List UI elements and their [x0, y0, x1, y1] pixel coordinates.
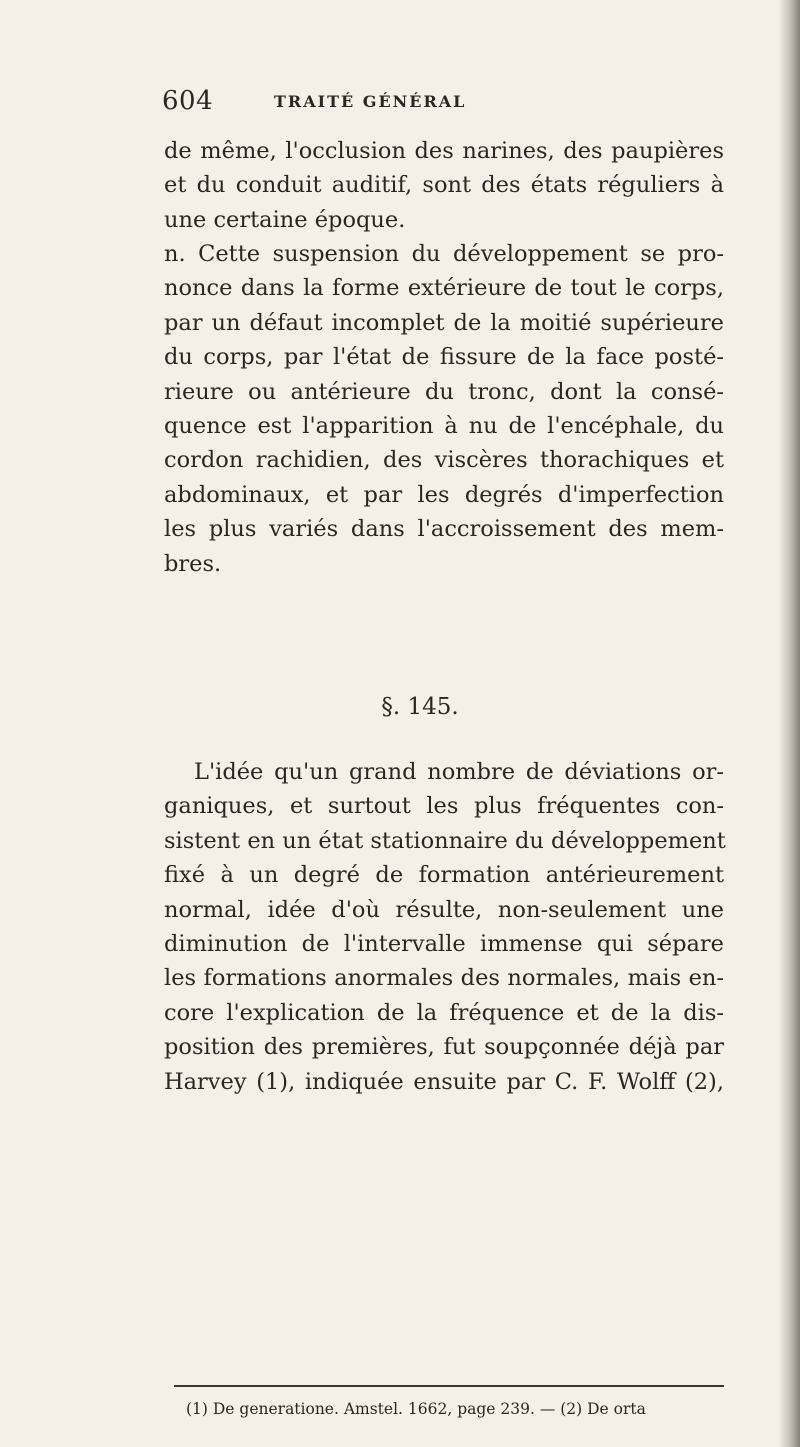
- text-line: diminution de l'intervalle immense qui sépare: [164, 931, 724, 958]
- text-line: abdominaux, et par les degrés d'imperfection: [164, 481, 724, 508]
- text-line: core l'explication de la fréquence et de la dis-: [164, 999, 724, 1026]
- text-line: L'idée qu'un grand nombre de déviations or-: [194, 759, 724, 785]
- text-line: n. Cette suspension du développement se pro-: [164, 241, 724, 267]
- page-edge-shadow: [778, 0, 800, 1447]
- text-line: rieure ou antérieure du tronc, dont la consé-: [164, 378, 724, 405]
- text-line: nonce dans la forme extérieure de tout le corps,: [164, 275, 724, 302]
- text-line: normal, idée d'où résulte, non-seulement une: [164, 896, 724, 923]
- text-line: par un défaut incomplet de la moitié supérieure: [164, 309, 724, 336]
- text-line: et du conduit auditif, sont des états réguliers à: [164, 172, 724, 199]
- running-head-title: TRAITÉ GÉNÉRAL: [274, 92, 467, 111]
- text-line: quence est l'apparition à nu de l'encéphale, du: [164, 413, 724, 440]
- text-line: cordon rachidien, des viscères thorachiques et: [164, 447, 724, 474]
- text-line: les plus variés dans l'accroissement des mem-: [164, 516, 724, 543]
- text-line: de même, l'occlusion des narines, des paupières: [164, 138, 724, 164]
- text-line: bres.: [164, 550, 222, 577]
- footnote: (1) De generatione. Amstel. 1662, page 239. — (2) De orta: [186, 1400, 646, 1418]
- section-heading: §. 145.: [381, 694, 459, 720]
- paragraph-2: [164, 237, 724, 581]
- paragraph-3: [164, 755, 724, 1099]
- running-head: [162, 86, 722, 122]
- paragraph-1: [164, 134, 724, 237]
- text-line: les formations anormales des normales, mais en-: [164, 965, 724, 992]
- text-line: ganiques, et surtout les plus fréquentes con-: [164, 793, 724, 820]
- footnote-rule: [174, 1385, 724, 1387]
- text-line: du corps, par l'état de fissure de la face posté-: [164, 344, 724, 371]
- page-number: 604: [162, 86, 214, 116]
- text-line: position des premières, fut soupçonnée déjà par: [164, 1034, 724, 1061]
- text-line: fixé à un degré de formation antérieurement: [164, 862, 724, 889]
- text-line: sistent en un état stationnaire du développement: [164, 827, 726, 854]
- text-line: une certaine époque.: [164, 206, 406, 233]
- text-line: Harvey (1), indiquée ensuite par C. F. Wolff (2),: [164, 1068, 724, 1095]
